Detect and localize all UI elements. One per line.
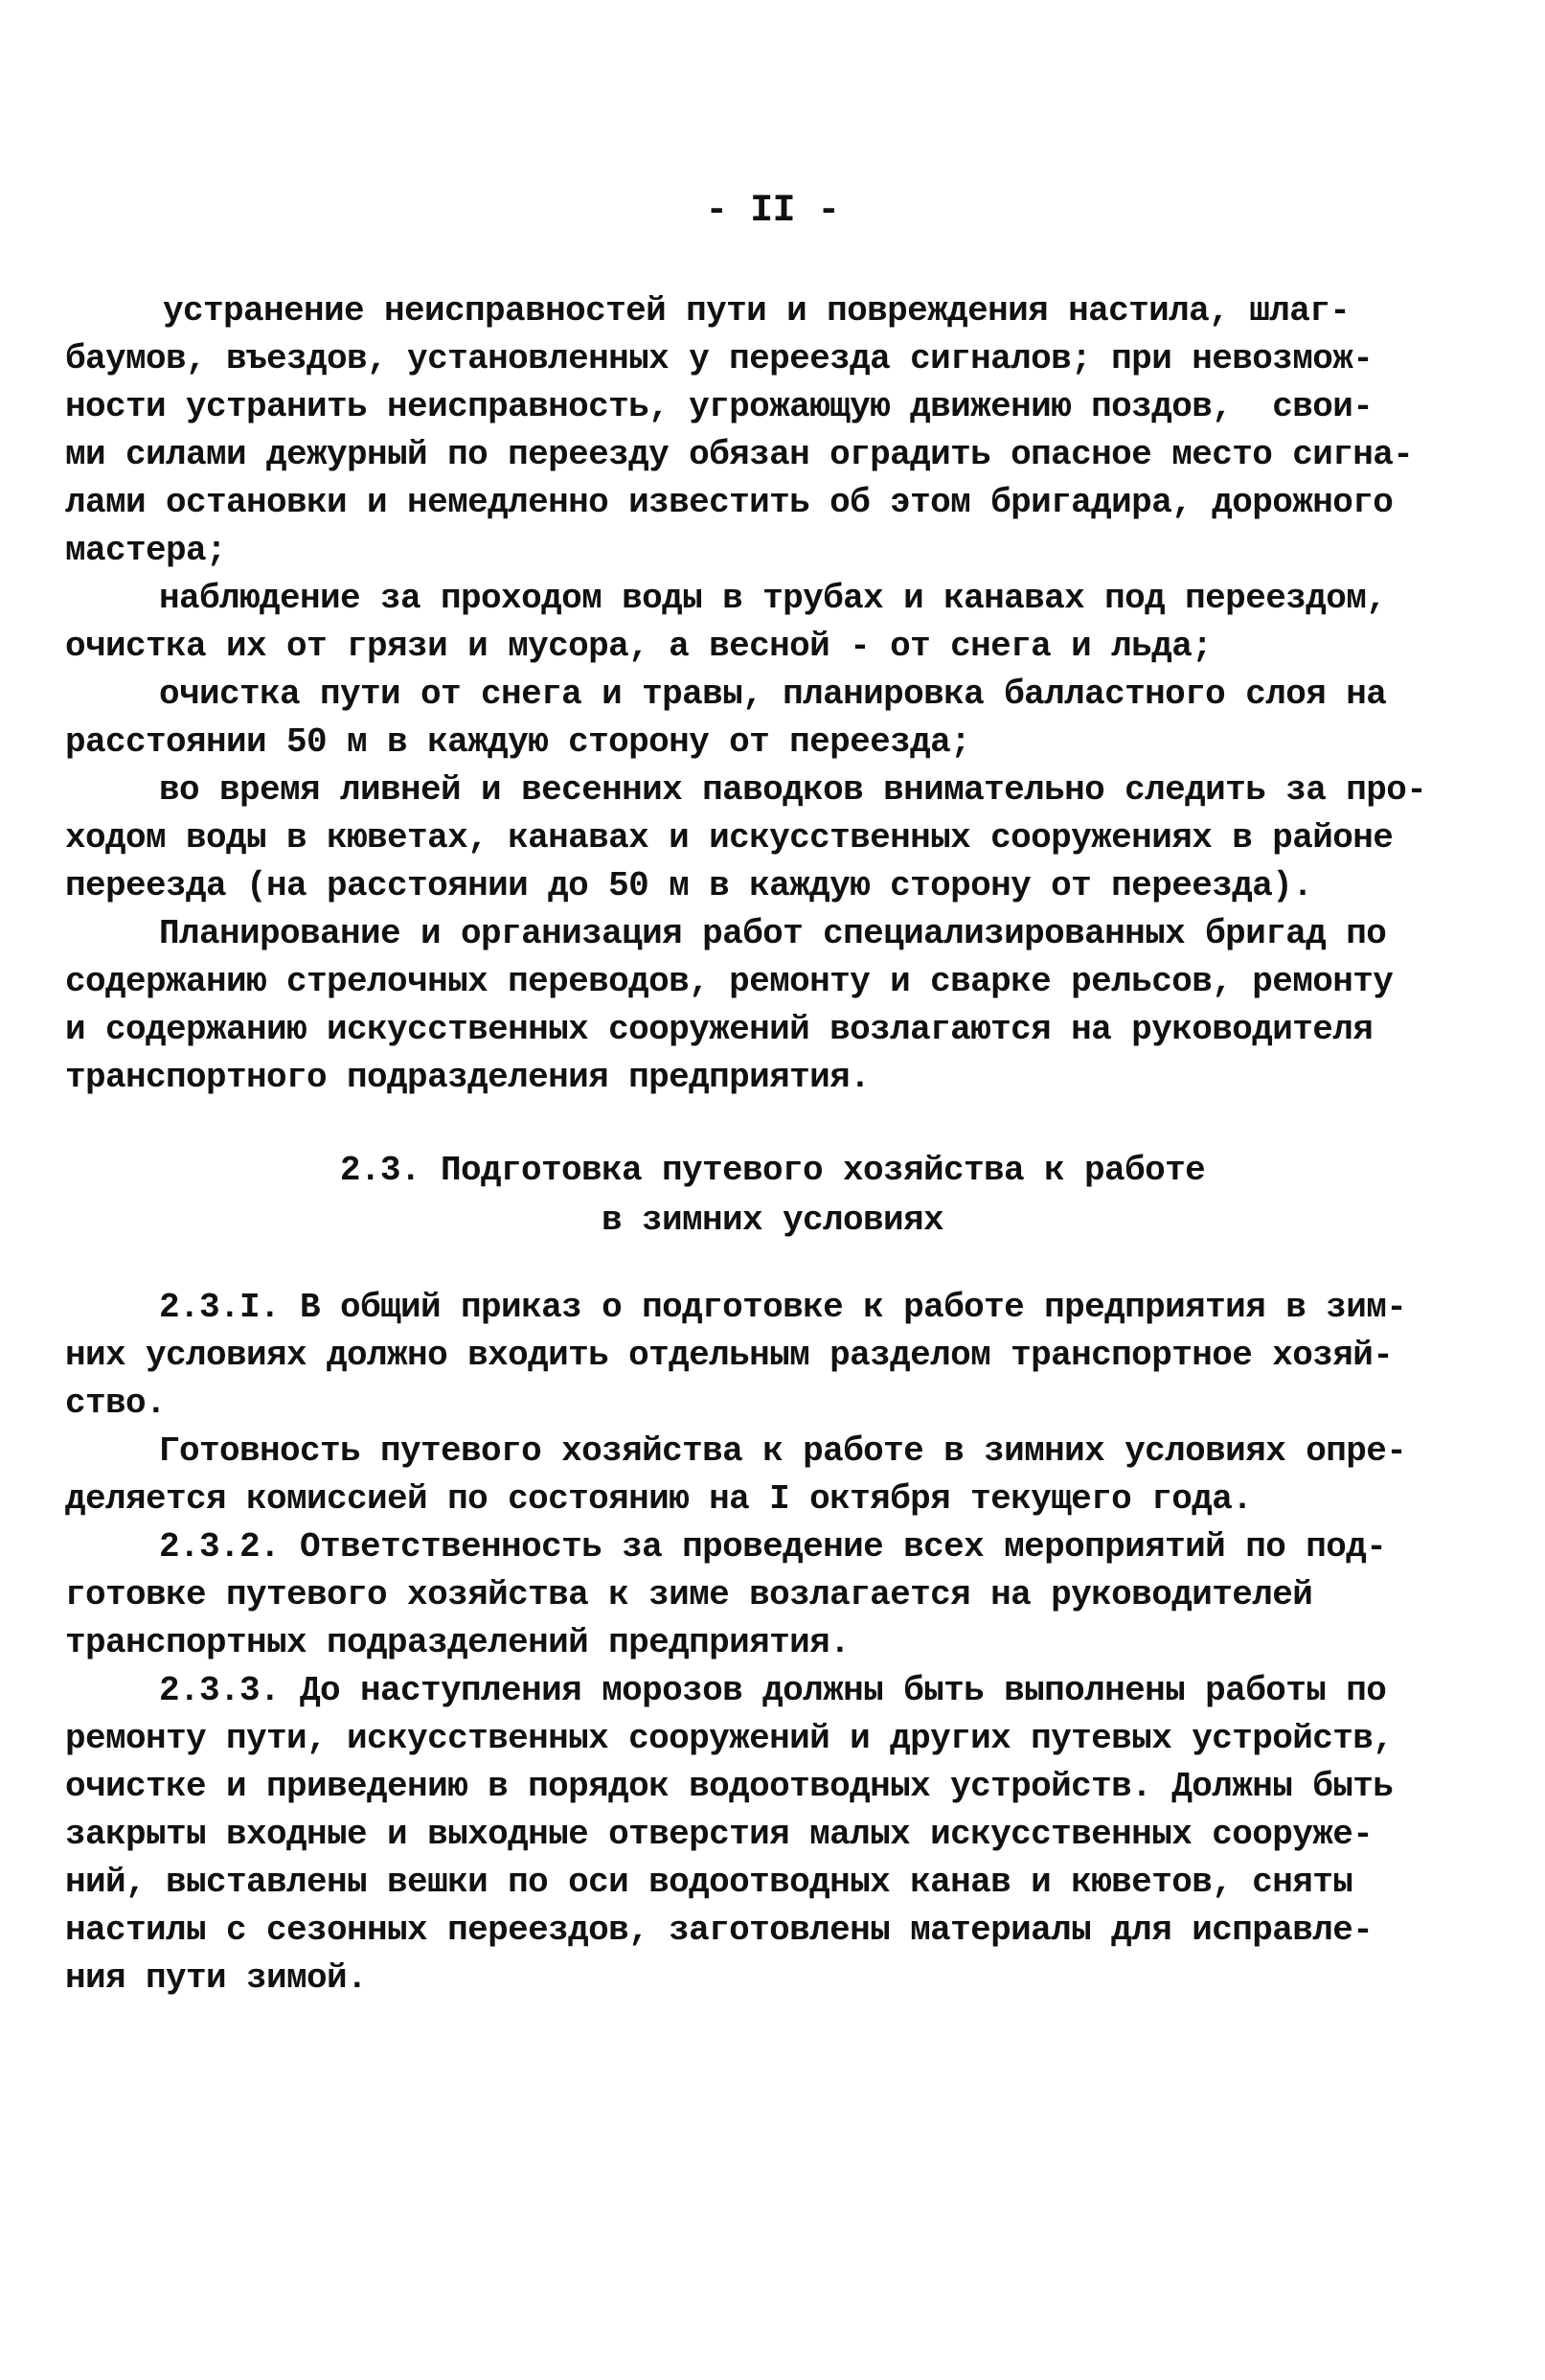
- text-line: ми силами дежурный по переезду обязан оградить опасное место сигна-: [65, 435, 1414, 474]
- upper-text-block: [65, 287, 1427, 1102]
- text-line: переезда (на расстоянии до 50 м в каждую сторону от переезда).: [65, 866, 1313, 905]
- text-line: устранение неисправностей пути и повреждения настила, шлаг-: [163, 291, 1351, 331]
- text-line: транспортного подразделения предприятия.: [65, 1058, 871, 1097]
- text-line: ходом воды в кюветах, канавах и искусственных сооружениях в районе: [65, 818, 1394, 858]
- section-heading-line: 2.3. Подготовка путевого хозяйства к работе: [339, 1151, 1206, 1190]
- text-line: очистке и приведению в порядок водоотводных устройств. Должны быть: [65, 1767, 1394, 1806]
- text-line: 2.3.2. Ответственность за проведение всех мероприятий по под-: [159, 1527, 1387, 1567]
- text-line: ремонту пути, искусственных сооружений и других путевых устройств,: [65, 1719, 1394, 1758]
- text-line: настилы с сезонных переездов, заготовлены материалы для исправле-: [65, 1911, 1374, 1950]
- text-line: Планирование и организация работ специализированных бригад по: [159, 914, 1387, 953]
- text-line: очистка их от грязи и мусора, а весной - от снега и льда;: [65, 627, 1213, 666]
- text-line: Готовность путевого хозяйства к работе в зимних условиях опре-: [159, 1431, 1407, 1471]
- text-line: 2.3.I. В общий приказ о подготовке к работе предприятия в зим-: [159, 1288, 1407, 1327]
- text-line: ство.: [65, 1384, 167, 1423]
- section-heading-line: в зимних условиях: [601, 1201, 944, 1240]
- text-line: и содержанию искусственных сооружений возлагаются на руководителя: [65, 1010, 1374, 1049]
- text-line: лами остановки и немедленно известить об этом бригадира, дорожного: [65, 483, 1394, 522]
- text-line: 2.3.3. До наступления морозов должны быть выполнены работы по: [159, 1671, 1387, 1710]
- text-line: наблюдение за проходом воды в трубах и канавах под переездом,: [159, 579, 1387, 618]
- section-heading: [0, 1146, 1545, 1246]
- text-line: мастера;: [65, 531, 227, 570]
- text-line: очистка пути от снега и травы, планировка балластного слоя на: [159, 675, 1387, 714]
- text-line: готовке путевого хозяйства к зиме возлагается на руководителей: [65, 1575, 1313, 1614]
- text-line: закрыты входные и выходные отверстия малых искусственных сооруже-: [65, 1815, 1374, 1854]
- text-line: них условиях должно входить отдельным разделом транспортное хозяй-: [65, 1336, 1394, 1375]
- text-line: ния пути зимой.: [65, 1958, 368, 1998]
- text-line: ности устранить неисправность, угрожающую движению поздов, свои-: [65, 387, 1374, 426]
- text-line: во время ливней и весенних паводков внимательно следить за про-: [159, 770, 1427, 810]
- page-number: - II -: [705, 190, 840, 233]
- text-line: ний, выставлены вешки по оси водоотводных канав и кюветов, сняты: [65, 1863, 1353, 1902]
- text-line: расстоянии 50 м в каждую сторону от переезда;: [65, 722, 971, 762]
- text-line: транспортных подразделений предприятия.: [65, 1623, 851, 1662]
- text-line: содержанию стрелочных переводов, ремонту и сварке рельсов, ремонту: [65, 962, 1394, 1001]
- text-line: деляется комиссией по состоянию на I октября текущего года.: [65, 1479, 1253, 1519]
- text-line: баумов, въездов, установленных у переезда сигналов; при невозмож-: [65, 339, 1374, 378]
- lower-text-block: [65, 1284, 1407, 2002]
